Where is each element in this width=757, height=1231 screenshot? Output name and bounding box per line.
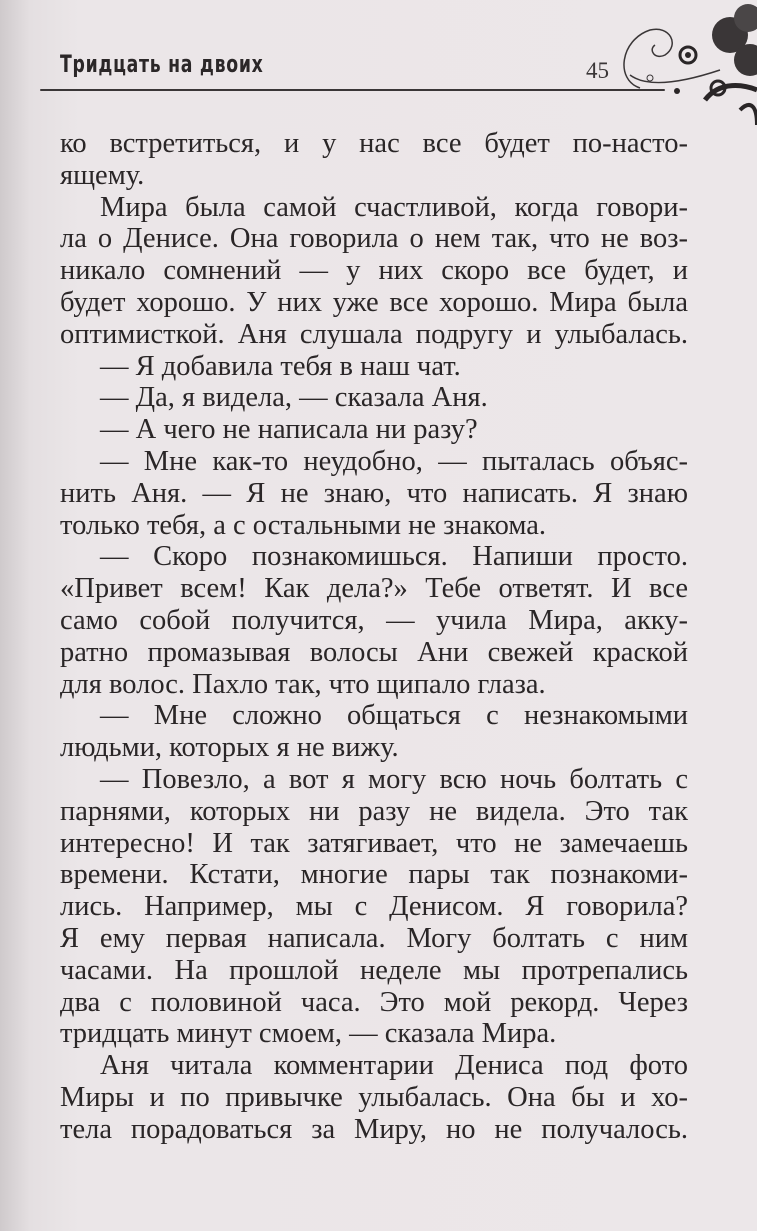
text-line: только тебя, а с остальными не знакома. bbox=[60, 509, 547, 541]
text-line: парнями, которых ни разу не видела. Это так bbox=[60, 795, 688, 827]
text-line: ящему. bbox=[60, 159, 145, 191]
text-line: для волос. Пахло так, что щипало глаза. bbox=[60, 668, 546, 700]
text-line: два с половиной часа. Это мой рекорд. Через bbox=[60, 986, 688, 1018]
text-line: — Я добавила тебя в наш чат. bbox=[100, 350, 461, 382]
text-line: — А чего не написала ни разу? bbox=[100, 414, 478, 446]
text-line: будет хорошо. У них уже все хорошо. Мира была bbox=[60, 286, 688, 318]
text-line: — Мне сложно общаться с незнакомыми bbox=[100, 700, 688, 732]
text-line: Аня читала комментарии Дениса под фото bbox=[100, 1050, 688, 1082]
text-line: ратно промазывая волосы Ани свежей краской bbox=[60, 636, 688, 668]
running-title: Тридцать на двоих bbox=[60, 50, 264, 78]
text-line: Я ему первая написала. Могу болтать с ним bbox=[60, 922, 688, 954]
text-line: «Привет всем! Как дела?» Тебе ответят. И все bbox=[60, 573, 688, 605]
text-line: само собой получится, — учила Мира, акку- bbox=[60, 604, 688, 636]
text-line: — Повезло, а вот я могу всю ночь болтать с bbox=[100, 763, 688, 795]
text-line: ко встретиться, и у нас все будет по-насто- bbox=[60, 128, 688, 159]
text-line: никало сомнений — у них скоро все будет, и bbox=[60, 255, 688, 287]
text-line: оптимисткой. Аня слушала подругу и улыбалась. bbox=[60, 318, 688, 350]
text-line: — Да, я видела, — сказала Аня. bbox=[100, 382, 488, 414]
text-line: ла о Денисе. Она говорила о нем так, что не воз- bbox=[60, 223, 688, 255]
text-line: интересно! И так затягивает, что не замечаешь bbox=[60, 827, 688, 859]
text-line: лись. Например, мы с Денисом. Я говорила? bbox=[60, 891, 688, 923]
header-rule bbox=[40, 89, 665, 91]
body-text bbox=[60, 128, 688, 1146]
text-line: тридцать минут смоем, — сказала Мира. bbox=[60, 1018, 557, 1050]
text-line: времени. Кстати, многие пары так познакоми- bbox=[60, 859, 688, 891]
text-line: — Мне как-то неудобно, — пыталась объяс- bbox=[100, 445, 688, 477]
text-line: тела порадоваться за Миру, но не получалось. bbox=[60, 1113, 688, 1145]
page-number: 45 bbox=[586, 58, 609, 83]
text-line: — Скоро познакомишься. Напиши просто. bbox=[100, 541, 688, 573]
text-line: часами. На прошлой неделе мы протрепались bbox=[60, 954, 688, 986]
text-line: Миры и по привычке улыбалась. Она бы и хо- bbox=[60, 1081, 688, 1113]
floral-ornament-icon bbox=[610, 0, 757, 130]
text-line: Мира была самой счастливой, когда говори- bbox=[100, 191, 688, 223]
text-line: нить Аня. — Я не знаю, что написать. Я знаю bbox=[60, 477, 688, 509]
text-line: людьми, которых я не вижу. bbox=[60, 732, 399, 764]
